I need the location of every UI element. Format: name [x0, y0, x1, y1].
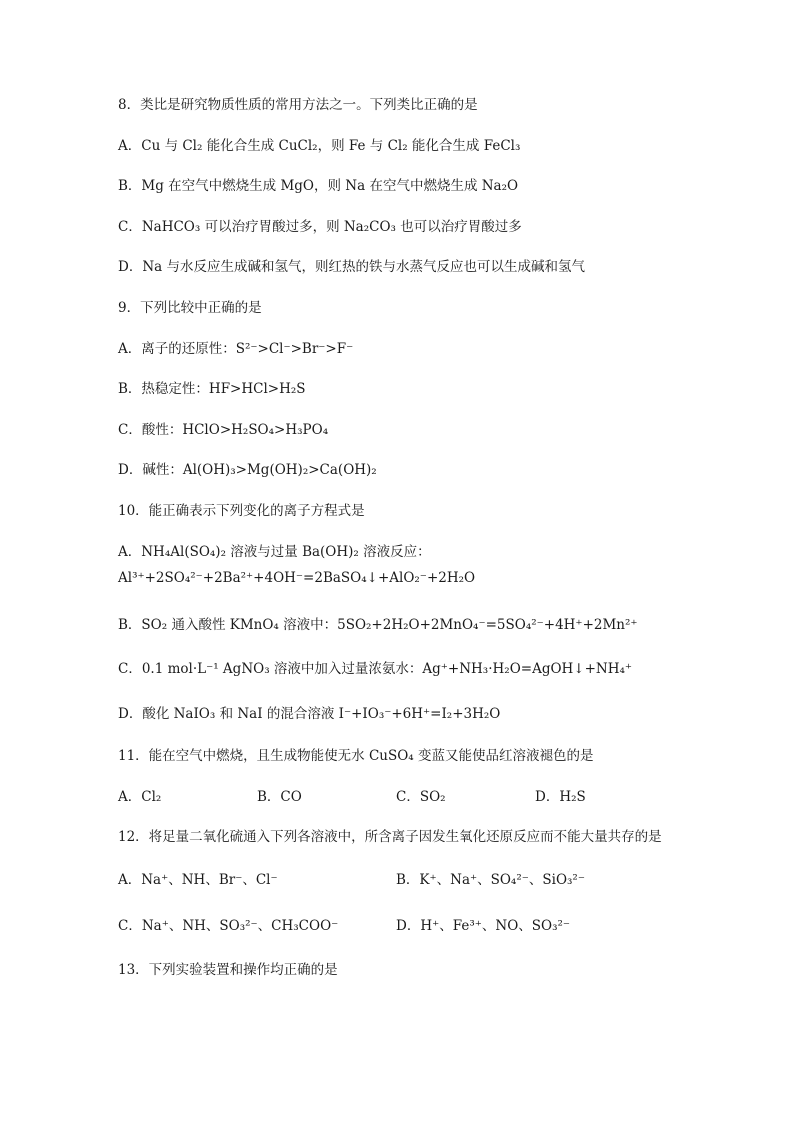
q8-stem: 8．类比是研究物质性质的常用方法之一。下列类比正确的是 — [118, 97, 478, 113]
q12-option-c: C．Na⁺、NH、SO₃²⁻、CH₃COO⁻ — [118, 918, 339, 934]
q11-option-d: D．H₂S — [535, 789, 586, 805]
q9-option-d: D．碱性：Al(OH)₃>Mg(OH)₂>Ca(OH)₂ — [118, 462, 377, 478]
q12-stem: 12．将足量二氧化硫通入下列各溶液中，所含离子因发生氧化还原反应而不能大量共存的是 — [118, 829, 662, 845]
q10-option-a-line2: Al³⁺+2SO₄²⁻+2Ba²⁺+4OH⁻=2BaSO₄↓+AlO₂⁻+2H₂O — [118, 570, 476, 586]
q12-option-a: A．Na⁺、NH、Br⁻、Cl⁻ — [118, 872, 278, 888]
q12-option-b: B．K⁺、Na⁺、SO₄²⁻、SiO₃²⁻ — [396, 872, 585, 888]
q9-stem: 9．下列比较中正确的是 — [118, 300, 262, 316]
q8-option-a: A．Cu 与 Cl₂ 能化合生成 CuCl₂，则 Fe 与 Cl₂ 能化合生成 FeCl₃ — [118, 138, 521, 154]
q11-option-c: C．SO₂ — [396, 789, 446, 805]
q11-option-b: B．CO — [257, 789, 302, 805]
q10-option-d: D．酸化 NaIO₃ 和 NaI 的混合溶液 I⁻+IO₃⁻+6H⁺=I₂+3H₂O — [118, 706, 501, 722]
q13-stem: 13．下列实验装置和操作均正确的是 — [118, 962, 338, 978]
q8-option-d: D．Na 与水反应生成碱和氢气，则红热的铁与水蒸气反应也可以生成碱和氢气 — [118, 259, 585, 275]
q10-option-b: B．SO₂ 通入酸性 KMnO₄ 溶液中：5SO₂+2H₂O+2MnO₄⁻=5SO₄²⁻+4H⁺+2Mn²⁺ — [118, 617, 638, 633]
q10-option-c: C．0.1 mol·L⁻¹ AgNO₃ 溶液中加入过量浓氨水：Ag⁺+NH₃·H₂O=AgOH↓+NH₄⁺ — [118, 661, 633, 677]
q11-stem: 11．能在空气中燃烧，且生成物能使无水 CuSO₄ 变蓝又能使品红溶液褪色的是 — [118, 748, 594, 764]
q8-option-b: B．Mg 在空气中燃烧生成 MgO，则 Na 在空气中燃烧生成 Na₂O — [118, 178, 519, 194]
q8-option-c: C．NaHCO₃ 可以治疗胃酸过多，则 Na₂CO₃ 也可以治疗胃酸过多 — [118, 219, 522, 235]
q10-option-a-line1: A．NH₄Al(SO₄)₂ 溶液与过量 Ba(OH)₂ 溶液反应： — [118, 544, 431, 560]
q9-option-c: C．酸性：HClO>H₂SO₄>H₃PO₄ — [118, 422, 329, 438]
q9-option-a: A．离子的还原性：S²⁻>Cl⁻>Br⁻>F⁻ — [118, 341, 354, 357]
q12-option-d: D．H⁺、Fe³⁺、NO、SO₃²⁻ — [396, 918, 571, 934]
q10-stem: 10．能正确表示下列变化的离子方程式是 — [118, 503, 365, 519]
q11-option-a: A．Cl₂ — [118, 789, 162, 805]
q9-option-b: B．热稳定性：HF>HCl>H₂S — [118, 381, 306, 397]
